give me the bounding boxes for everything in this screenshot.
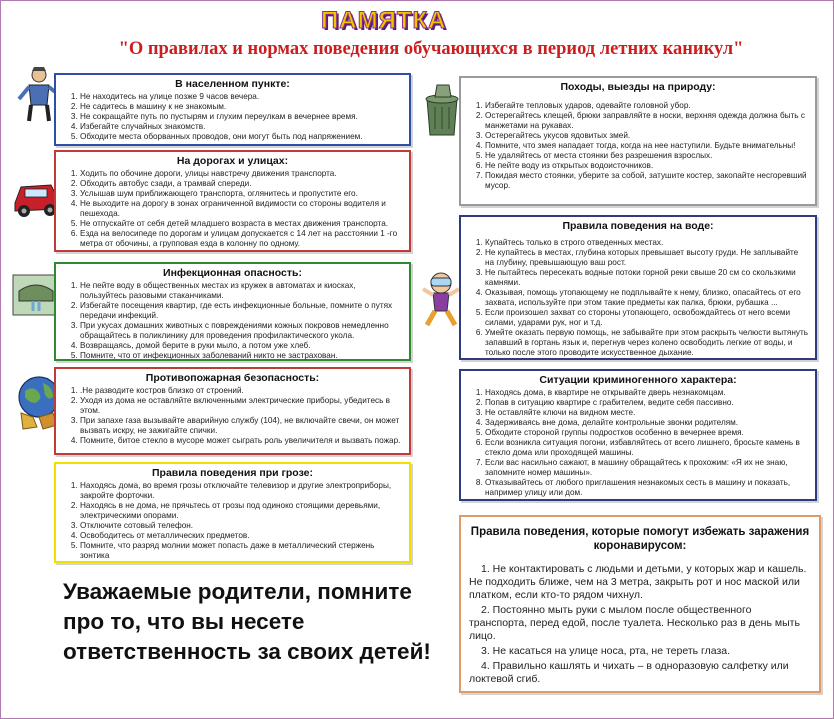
list-item: 6. Езда на велосипеде по дорогам и улицам допускается с 14 лет на расстоянии 1 -го метра от обочины, а групповая езда в колонну по одному. (80, 229, 403, 249)
list-item: 3. При укусах домашних животных с повреждениями кожных покровов немедленно обращайтесь в поликлинику для проведения профилактического укола. (80, 321, 403, 341)
infection-list (62, 281, 403, 361)
list-item: 4. Помните, битое стекло в мусоре может сыграть роль увеличителя и вызвать пожар. (80, 436, 403, 446)
list-item: 3. Не сокращайте путь по пустырям и глухим переулкам в вечернее время. (80, 112, 403, 122)
list-item: 5. Не удаляйтесь от места стоянки без разрешения взрослых. (485, 151, 809, 161)
corona-paragraph: 4. Правильно кашлять и чихать – в одноразовую салфетку или локтевой сгиб. (469, 660, 789, 685)
parents-note: Уважаемые родители, помните про то, что вы несете ответственность за своих детей! (63, 579, 431, 664)
roads-list (62, 169, 403, 249)
list-item: 3. Не пытайтесь пересекать водные потоки горной реки свыше 20 см со скользкими камнями. (485, 268, 809, 288)
list-item: 6. Умейте оказать первую помощь, не забывайте при этом раскрыть челюсти вытянуть запавший в гортань язык и, перегнув через колено освободить легкие от воды, и только после этого проводите искусственное дыхание. (485, 328, 809, 358)
list-item: 2. Остерегайтесь клещей, брюки заправляйте в носки, верхняя одежда должна быть с манжетами на рукавах. (485, 111, 809, 131)
settlement-card (54, 73, 411, 146)
diver-icon (417, 269, 465, 329)
list-item: 6. Не пейте воду из открытых водоисточников. (485, 161, 809, 171)
list-item: 2. Обходить автобус сзади, а трамвай спереди. (80, 179, 403, 189)
hiking-title: Походы, выезды на природу: (560, 81, 716, 93)
list-item: 3. Не оставляйте ключи на видном месте. (485, 408, 809, 418)
roads-title: На дорогах и улицах: (176, 155, 289, 167)
list-item: 1. Находясь дома, во время грозы отключайте телевизор и другие электроприборы, закройте форточки. (80, 481, 403, 501)
list-item: 1. Не находитесь на улице позже 9 часов вечера. (80, 92, 403, 102)
storm-list (62, 481, 403, 561)
page-title: ПАМЯТКА (321, 7, 447, 34)
list-item: 4. Оказывая, помощь утопающему не подплывайте к нему, близко, опасайтесь от его захвата, используйте при этом такие предметы как палка, брюки, рубашка ... (485, 288, 809, 308)
list-item: 2. Избегайте посещения квартир, где есть инфекционные больные, помните о путях передачи инфекций. (80, 301, 403, 321)
list-item: 1. Не пейте воду в общественных местах из кружек в автоматах и киосках, пользуйтесь разовыми стаканчиками. (80, 281, 403, 301)
fire-list (62, 386, 403, 446)
list-item: 5. Обходите места оборванных проводов, они могут быть под напряжением. (80, 132, 403, 142)
list-item: 3. Остерегайтесь укусов ядовитых змей. (485, 131, 809, 141)
list-item: 5. Обходите стороной группы подростков особенно в вечернее время. (485, 428, 809, 438)
list-item: 1. Избегайте тепловых ударов, одевайте головной убор. (485, 101, 809, 111)
corona-paragraph: 1. Не контактировать с людьми и детьми, у которых жар и кашель. Не подходить ближе, чем на 3 метра, закрыть рот и нос маской или платком, если кто-то рядом чихнул. (469, 563, 807, 601)
hiking-card (459, 76, 817, 206)
list-item: 6. Если возникла ситуация погони, избавляйтесь от всего лишнего, бросьте камень в стекло дома или проходящей машины. (485, 438, 809, 458)
corona-title: Правила поведения, которые помогут избежать заражения коронавирусом: (470, 526, 810, 552)
list-item: 2. Находясь в не дома, не прячьтесь от грозы под одиноко стоящими деревьями, электрическими опорами. (80, 501, 403, 521)
list-item: 4. Помните, что змея нападает тогда, когда на нее наступили. Будьте внимательны! (485, 141, 809, 151)
list-item: 1. .Не разводите костров близко от строений. (80, 386, 403, 396)
hiking-list (467, 101, 809, 191)
list-item: 4. Не выходите на дорогу в зонах ограниченной видимости со стороны водителя и пешехода. (80, 199, 403, 219)
infection-title: Инфекционная опасность: (163, 267, 302, 279)
fire-card (54, 367, 411, 455)
list-item: 7. Если вас насильно сажают, в машину обращайтесь к прохожим: «Я их не знаю, запомните номер машины». (485, 458, 809, 478)
list-item: 4. Освободитесь от металлических предметов. (80, 531, 403, 541)
infection-card (54, 262, 411, 361)
roads-card (54, 150, 411, 252)
water-card (459, 215, 817, 360)
settlement-list (62, 92, 403, 142)
water-title: Правила поведения на воде: (562, 220, 714, 232)
crime-card (459, 369, 817, 501)
list-item: 8. Отказывайтесь от любого приглашения незнакомых сесть в машину и показать, например улицу или дом. (485, 478, 809, 498)
list-item: 4. Избегайте случайных знакомств. (80, 122, 403, 132)
crime-title: Ситуации криминогенного характера: (539, 374, 737, 386)
corona-card (459, 515, 821, 693)
list-item: 3. Отключите сотовый телефон. (80, 521, 403, 531)
list-item: 5. Не отпускайте от себя детей младшего возраста в местах движения транспорта. (80, 219, 403, 229)
list-item: 2. Не садитесь в машину к не знакомым. (80, 102, 403, 112)
list-item: 1. Ходить по обочине дороги, улицы навстречу движения транспорта. (80, 169, 403, 179)
list-item: 1. Находясь дома, в квартире не открывайте дверь незнакомцам. (485, 388, 809, 398)
fire-title: Противопожарная безопасность: (145, 372, 320, 384)
list-item: 7. Покидая место стоянки, уберите за собой, затушите костер, закопайте несгоревший мусор. (485, 171, 809, 191)
list-item: 2. Попав в ситуацию квартире с грабителем, ведите себя пассивно. (485, 398, 809, 408)
list-item: 4. Возвращаясь, домой берите в руки мыло, а потом уже хлеб. (80, 341, 403, 351)
list-item: 3. При запахе газа вызывайте аварийную службу (104), не включайте свечи, он может вызвать искру, не зажигайте спички. (80, 416, 403, 436)
page-subtitle: "О правилах и нормах поведения обучающихся в период летних каникул" (118, 39, 744, 59)
list-item: 4. Задерживаясь вне дома, делайте контрольные звонки родителям. (485, 418, 809, 428)
water-list (467, 238, 809, 358)
list-item: 5. Если произошел захват со стороны утопающего, освобождайтесь от него всеми силами, ударами рук, ног и т.д. (485, 308, 809, 328)
list-item: 2. Не купайтесь в местах, глубина которых превышает высоту груди. Не заплывайте на глубину, превышающую ваш рост. (485, 248, 809, 268)
list-item: 3. Услышав шум приближающего транспорта, оглянитесь и пропустите его. (80, 189, 403, 199)
corona-paragraph: 2. Постоянно мыть руки с мылом после общественного транспорта, перед едой, после туалета. Несколько раз в день мыть лицо. (469, 604, 800, 642)
list-item: 2. Уходя из дома не оставляйте включенными электрические приборы, убедитесь в этом. (80, 396, 403, 416)
crime-list (467, 388, 809, 498)
storm-card (54, 462, 411, 563)
list-item: 1. Купайтесь только в строго отведенных местах. (485, 238, 809, 248)
list-item: 5. Помните, что разряд молнии может попасть даже в металлический стержень зонтика (80, 541, 403, 561)
storm-title: Правила поведения при грозе: (151, 467, 313, 479)
list-item: 5. Помните, что от инфекционных заболеваний никто не застрахован. (80, 351, 403, 361)
settlement-title: В населенном пункте: (175, 78, 290, 90)
corona-paragraph: 3. Не касаться на улице носа, рта, не тереть глаза. (481, 645, 731, 657)
